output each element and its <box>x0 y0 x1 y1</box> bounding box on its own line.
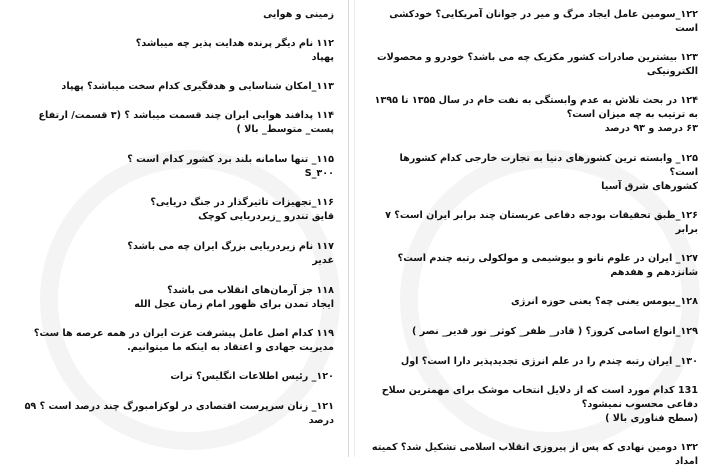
question-text: ۱۲۷_ ایران در علوم نانو و بیوشیمی و مولکولی رتبه چندم است؟ <box>397 253 698 264</box>
question-text: ۱۱۲ نام دیگر پرنده هدایت پذیر چه میباشد؟ <box>135 38 334 49</box>
question-text: ۱۱۴ پدافند هوایی ایران چند قسمت میباشد ؟ (۳ قسمت/ ارتفاع پست_ متوسط_ بالا ) <box>38 110 334 135</box>
question-125 <box>370 152 698 194</box>
question-124 <box>370 94 698 136</box>
question-116 <box>16 196 334 224</box>
question-text: 131 کدام مورد است که از دلایل انتخاب موشک برای مهمترین سلاح دفاعی محسوب نمیشود؟ <box>381 385 698 410</box>
question-text: ۱۲۴ در بحث تلاش به عدم وابستگی به نفت خام در سال ۱۳۵۵ تا ۱۳۹۵ به ترتیب به چه میزان است؟ <box>374 95 698 120</box>
question-131 <box>370 384 698 426</box>
question-text: ۱۲۳ بیشترین صادرات کشور مکزیک چه می باشد؟ خودرو و محصولات الکترونیکی <box>377 52 698 77</box>
question-text: ۱۱۹ کدام اصل عامل پیشرفت عزت ایران در همه عرصه ها ست؟ <box>33 328 334 339</box>
question-113 <box>16 80 334 94</box>
question-text: ۱۳۲ دومین نهادی که پس از پیروزی انقلاب اسلامی تشکیل شد؟ کمیته امداد <box>371 442 698 467</box>
answer-text: غدیر <box>312 255 334 266</box>
question-text: ۱۳۰_ ایران رتبه چندم را در علم انرژی تجدیدپذیر دارا است؟ اول <box>400 356 698 367</box>
answer-text: قایق تندرو _زیردریایی کوچک <box>198 211 334 222</box>
question-120 <box>16 370 334 384</box>
answer-text: ۶۳ درصد و ۹۳ درصد <box>604 123 698 134</box>
question-128 <box>370 295 698 309</box>
question-text: زمینی و هوایی <box>263 9 334 20</box>
question-text: ۱۲۵_ وابسته ترین کشورهای دنیا به تجارت خارجی کدام کشورها است؟ <box>399 153 698 178</box>
question-119 <box>16 327 334 355</box>
right-page <box>366 0 702 467</box>
question-text: ۱۱۶_تجهیزات تاثیرگذار در جنگ دریایی؟ <box>150 197 334 208</box>
question-text: ۱۱۸ جز آرمان‌های انقلاب می باشد؟ <box>167 285 334 296</box>
question-text: ۱۲۰_ رئیس اطلاعات انگلیس؟ ترات <box>170 371 334 382</box>
question-117 <box>16 240 334 268</box>
question-text: ۱۲۸_بیومس یعنی چه؟ یعنی حوزه انرژی <box>511 296 698 307</box>
answer-text: (سطح فناوری بالا ) <box>605 413 698 424</box>
question-132 <box>370 441 698 469</box>
question-123 <box>370 51 698 79</box>
question-121 <box>16 400 334 428</box>
question-126 <box>370 209 698 237</box>
question-122 <box>370 8 698 36</box>
question-text: ۱۲۹_انواع اسامی کروز؟ ( قادر_ ظفر_ کوثر_ نور قدیر_ نصر ) <box>411 326 698 337</box>
question-text: ۱۲۲_سومین عامل ایجاد مرگ و میر در جوانان آمریکایی؟ خودکشی است <box>389 9 698 34</box>
page-divider <box>348 0 349 457</box>
question-text: ۱۱۷ نام زیردریایی بزرگ ایران چه می باشد؟ <box>127 241 334 252</box>
answer-text: کشورهای شرق آسیا <box>601 181 698 192</box>
left-page <box>12 0 340 457</box>
question-114 <box>16 109 334 137</box>
answer-text: مدیریت جهادی و اعتقاد به اینکه ما میتوانیم. <box>127 342 334 353</box>
question-130 <box>370 355 698 369</box>
answer-text: شانزدهم و هفدهم <box>610 267 698 278</box>
question-text: ۱۲۱_ زنان سرپرست اقتصادی در لوکزامبورگ چند درصد است ؟ ۵۹ درصد <box>24 401 334 426</box>
question-112 <box>16 37 334 65</box>
question-118 <box>16 284 334 312</box>
question-129 <box>370 325 698 339</box>
question-text: ۱۲۶_طبق تحقیقات بودجه دفاعی عربستان چند برابر ایران است؟ ۷ برابر <box>385 210 698 235</box>
question-text: ۱۱۵_ تنها سامانه بلند برد کشور کدام است ؟ <box>127 154 334 165</box>
answer-text: ایجاد تمدن برای ظهور امام زمان عجل الله <box>134 299 334 310</box>
question-text: ۱۱۳_امکان شناسایی و هدفگیری کدام سخت میباشد؟ پهپاد <box>61 81 334 92</box>
question-115 <box>16 153 334 181</box>
question-111-tail <box>16 8 334 22</box>
answer-text: پهپاد <box>311 52 334 63</box>
question-127 <box>370 252 698 280</box>
page-divider-shadow <box>354 0 355 457</box>
answer-text: S_۳۰۰ <box>304 168 334 179</box>
